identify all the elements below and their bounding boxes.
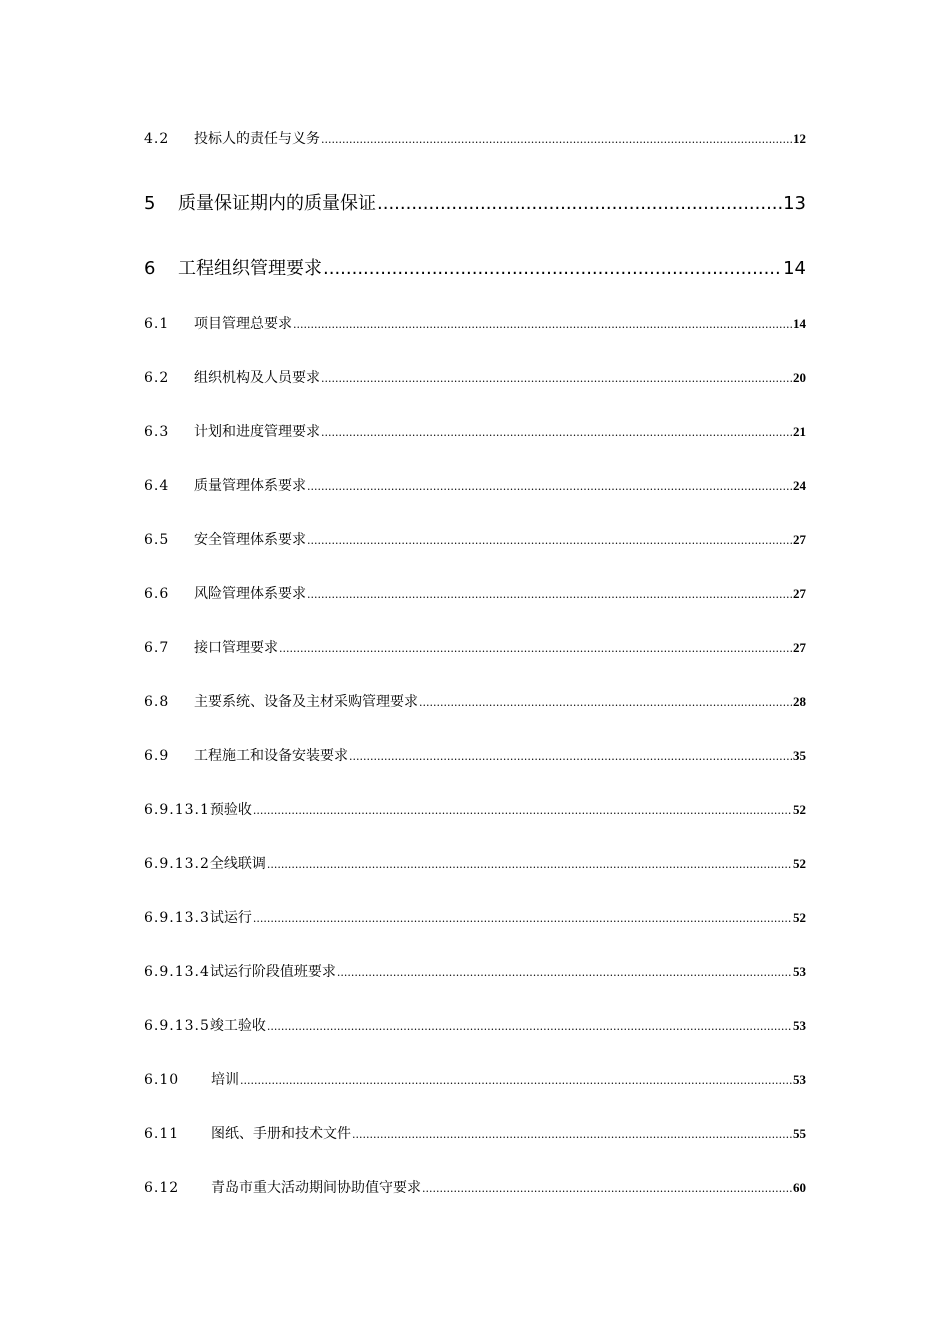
toc-entry-page: 52 (793, 802, 806, 817)
toc-entry[interactable] (144, 961, 806, 981)
toc-entry-number: 6.5 (144, 532, 170, 548)
toc-entry-number: 6.9.13.2 (144, 856, 210, 872)
toc-entry-number: 4.2 (144, 131, 170, 147)
toc-entry-number: 6.8 (144, 694, 170, 710)
toc-entry[interactable] (144, 1123, 806, 1143)
toc-entry-number: 6.9.13.1 (144, 802, 210, 818)
toc-leader-dots (279, 640, 792, 656)
toc-entry-page: 13 (783, 193, 806, 214)
toc-entry-number: 6.6 (144, 586, 170, 602)
toc-entry-title: 工程组织管理要求 (178, 258, 322, 279)
toc-leader-dots (419, 694, 792, 710)
toc-entry[interactable] (144, 1177, 806, 1197)
toc-entry[interactable] (144, 1069, 806, 1089)
toc-entry-page: 14 (783, 258, 806, 279)
toc-entry-page: 35 (793, 748, 806, 763)
toc-entry-title: 计划和进度管理要求 (194, 424, 320, 440)
toc-entry-number: 6.7 (144, 640, 170, 656)
toc-entry[interactable] (144, 637, 806, 657)
toc-leader-dots (307, 478, 792, 494)
toc-entry-page: 53 (793, 1018, 806, 1033)
toc-leader-dots (307, 532, 792, 548)
toc-entry[interactable] (144, 367, 806, 387)
toc-entry-page: 20 (793, 370, 806, 385)
toc-entry-title: 安全管理体系要求 (194, 532, 306, 548)
toc-leader-dots (337, 964, 792, 980)
toc-entry[interactable] (144, 691, 806, 711)
toc-entry-title: 投标人的责任与义务 (194, 131, 320, 147)
toc-entry[interactable] (144, 745, 806, 765)
toc-entry[interactable] (144, 799, 806, 819)
toc-entry-number: 6.9.13.4 (144, 964, 210, 980)
toc-entry-title: 项目管理总要求 (194, 316, 292, 332)
toc-entry-number: 6.9.13.3 (144, 910, 210, 926)
toc-entry-number: 6.12 (144, 1180, 180, 1196)
toc-entry-page: 27 (793, 640, 806, 655)
toc-leader-dots (352, 1126, 792, 1142)
toc-entry-title: 主要系统、设备及主材采购管理要求 (194, 694, 418, 710)
toc-entry-title: 预验收 (209, 802, 252, 818)
toc-entry-title: 组织机构及人员要求 (194, 370, 320, 386)
toc-entry-page: 27 (793, 586, 806, 601)
toc-entry-page: 52 (793, 856, 806, 871)
toc-leader-dots (321, 370, 792, 386)
toc-entry-title: 试运行 (209, 910, 252, 926)
toc-leader-dots (349, 748, 792, 764)
toc-entry[interactable] (144, 583, 806, 603)
toc-entry-number: 6.3 (144, 424, 170, 440)
toc-entry-title: 质量管理体系要求 (194, 478, 306, 494)
toc-leader-dots (293, 316, 792, 332)
toc-entry-number: 6 (144, 258, 157, 279)
toc-entry-title: 全线联调 (209, 856, 266, 872)
toc-leader-dots (422, 1180, 792, 1196)
toc-entry[interactable] (144, 853, 806, 873)
toc-leader-dots (267, 856, 792, 872)
toc-entry[interactable] (144, 128, 806, 148)
toc-entry-title: 青岛市重大活动期间协助值守要求 (211, 1180, 421, 1196)
toc-entry-title: 试运行阶段值班要求 (209, 964, 336, 980)
toc-entry-page: 21 (793, 424, 806, 439)
toc-entry-page: 52 (793, 910, 806, 925)
toc-entry-page: 24 (793, 478, 806, 493)
toc-entry-number: 6.1 (144, 316, 170, 332)
toc-entry-number: 6.4 (144, 478, 170, 494)
toc-entry-page: 12 (793, 131, 806, 146)
toc-leader-dots (253, 802, 792, 818)
toc-entry-title: 竣工验收 (209, 1018, 266, 1034)
toc-entry-number: 6.10 (144, 1072, 180, 1088)
toc-entry-page: 53 (793, 964, 806, 979)
toc-entry[interactable] (144, 907, 806, 927)
toc-entry[interactable] (144, 529, 806, 549)
toc-entry-title: 图纸、手册和技术文件 (211, 1126, 351, 1142)
toc-entry-title: 工程施工和设备安装要求 (194, 748, 348, 764)
toc-entry-page: 14 (793, 316, 806, 331)
toc-entry-title: 接口管理要求 (194, 640, 278, 656)
toc-entry[interactable] (144, 254, 806, 280)
toc-entry[interactable] (144, 475, 806, 495)
toc-entry-number: 6.9.13.5 (144, 1018, 210, 1034)
toc-leader-dots (321, 131, 792, 147)
toc-leader-dots (377, 193, 782, 214)
toc-entry-number: 6.11 (144, 1126, 180, 1142)
toc-entry-number: 5 (144, 193, 157, 214)
toc-entry[interactable] (144, 1015, 806, 1035)
toc-entry-title: 质量保证期内的质量保证 (178, 193, 376, 214)
toc-entry-page: 27 (793, 532, 806, 547)
toc-leader-dots (323, 258, 782, 279)
toc-entry[interactable] (144, 421, 806, 441)
toc-entry[interactable] (144, 189, 806, 215)
toc-leader-dots (267, 1018, 792, 1034)
toc-leader-dots (307, 586, 792, 602)
toc-entry-number: 6.9 (144, 748, 170, 764)
toc-leader-dots (321, 424, 792, 440)
toc-entry-page: 60 (793, 1180, 806, 1195)
toc-entry[interactable] (144, 313, 806, 333)
toc-entry-page: 55 (793, 1126, 806, 1141)
toc-entry-title: 风险管理体系要求 (194, 586, 306, 602)
toc-entry-page: 28 (793, 694, 806, 709)
toc-leader-dots (253, 910, 792, 926)
toc-entry-page: 53 (793, 1072, 806, 1087)
toc-entry-title: 培训 (211, 1072, 239, 1088)
toc-leader-dots (240, 1072, 792, 1088)
toc-entry-number: 6.2 (144, 370, 170, 386)
